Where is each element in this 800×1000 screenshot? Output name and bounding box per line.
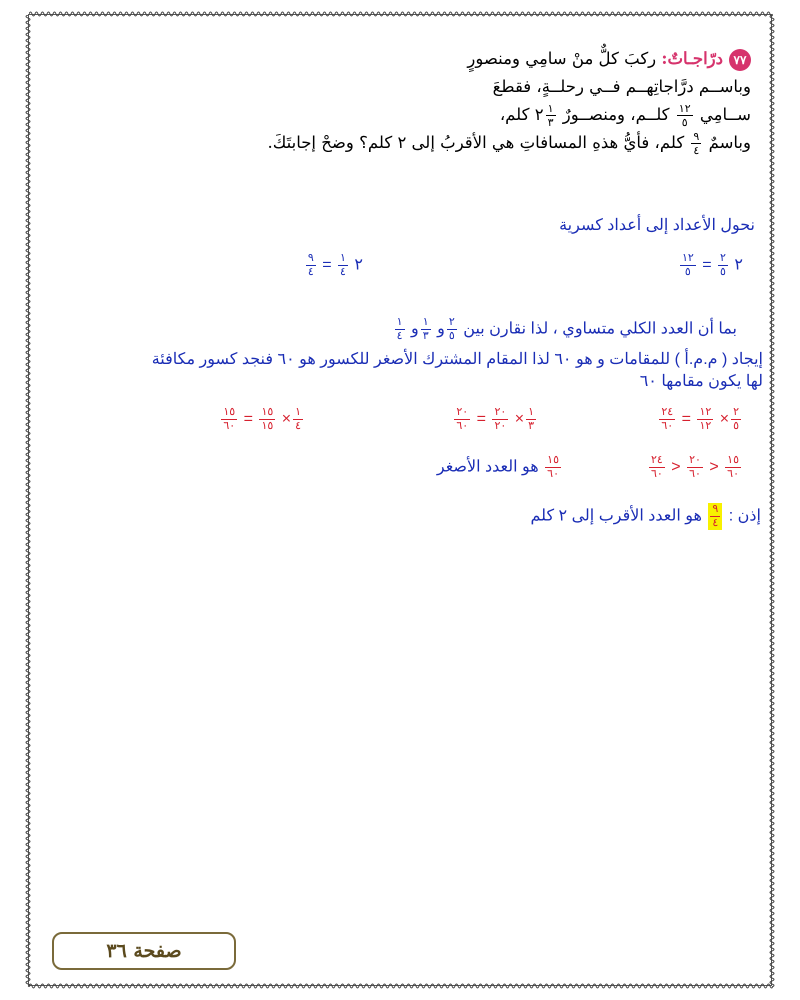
conclusion-prefix: إذن : [728,507,761,525]
problem-line-3 [111,101,751,129]
page-content [29,15,773,987]
fraction-basem: $\frac{٩}{٤}$ [693,130,700,157]
page-frame [28,14,772,986]
smallest-text: هو العدد الأصغر [436,458,539,476]
problem-number-badge: ٧٧ [729,49,751,71]
eq1-result-frac: $\frac{١٢}{٥}$ [681,252,694,278]
eq1-frac: $\frac{٢}{٥}$ [720,252,726,278]
compare-line [393,317,737,342]
page-number-label: صفحة ٣٦ [52,932,236,970]
problem-text-1: ركبَ كلٌّ منْ سامِي ومنصورٍ [467,49,657,68]
ordering-inequality: $\frac{٢٤}{٦٠}$ > $\frac{٢٠}{٦٠}$ > $\frac{١٥}{٦٠}$ [651,454,739,480]
eq2-result-frac: $\frac{٩}{٤}$ [307,252,314,278]
problem-text-4b: كلم، فأيُّ هذهِ المسافاتِ هي الأقربُ إلى ٢ كلم؟ وضحْ إجابتَكَ. [267,133,685,152]
equivalent-fraction-1: $\frac{٢٤}{٦٠}$ = $\frac{١٢}{١٢}$ × $\frac{٢}{٥}$ [661,406,739,432]
fraction-mansour: $\frac{١}{٣}$ [547,102,554,129]
convert-heading: نحول الأعداد إلى أعداد كسرية [559,217,755,234]
smallest-line [437,455,563,480]
problem-text-3c: كلم، [499,105,530,124]
and-word-2: و [411,320,419,338]
smallest-frac: $\frac{١٥}{٦٠}$ [547,454,559,480]
problem-line-4 [111,129,751,157]
conclusion-text: هو العدد الأقرب إلى ٢ كلم [530,507,702,525]
compare-text: بما أن العدد الكلي متساوي ، لذا نقارن بين [463,320,737,338]
problem-text-3b: كلــم، ومنصــورٌ [562,105,670,124]
problem-line-1 [111,45,751,73]
equation-mixed-1: $\frac{١٢}{٥}$ = $\frac{٢}{٥}$ ٢ [681,252,743,278]
lcm-line-1: إيجاد ( م.م.أ ) للمقامات و هو ٦٠ لذا المقام المشترك الأصغر للكسور هو ٦٠ فنجد كسور مكافئة [151,351,763,368]
eq2-whole: ٢ [354,256,363,274]
conclusion-frac: $\frac{٩}{٤}$ [708,503,722,530]
compare-frac-1: $\frac{٢}{٥}$ [448,316,455,342]
compare-frac-3: $\frac{١}{٤}$ [396,316,403,342]
and-word-1: و [437,320,445,338]
problem-statement [111,45,751,157]
problem-line-2 [111,73,751,101]
eq1-whole: ٢ [734,256,743,274]
conclusion-line [531,503,761,530]
fraction-sami: $\frac{١٢}{٥}$ [678,102,691,129]
problem-text-4a: وباسمٌ [708,133,751,152]
problem-title: درّاجـاتٌ: [661,49,723,68]
eq2-frac: $\frac{١}{٤}$ [340,252,346,278]
mixed-whole-mansour: ٢ [534,105,544,124]
lcm-line-2: لها يكون مقامها ٦٠ [639,373,763,390]
equation-mixed-2: $\frac{٩}{٤}$ = $\frac{١}{٤}$ ٢ [307,252,363,278]
problem-text-2: وباســم درَّاجاتِهــم فــي رحلــةٍ، فقطعَ [492,77,751,96]
problem-text-3a: ســامِي [699,105,751,124]
compare-frac-2: $\frac{١}{٣}$ [422,316,429,342]
equivalent-fraction-2: $\frac{٢٠}{٦٠}$ = $\frac{٢٠}{٢٠}$ × $\frac{١}{٣}$ [456,406,534,432]
equivalent-fraction-3: $\frac{١٥}{٦٠}$ = $\frac{١٥}{١٥}$ × $\frac{١}{٤}$ [223,406,301,432]
